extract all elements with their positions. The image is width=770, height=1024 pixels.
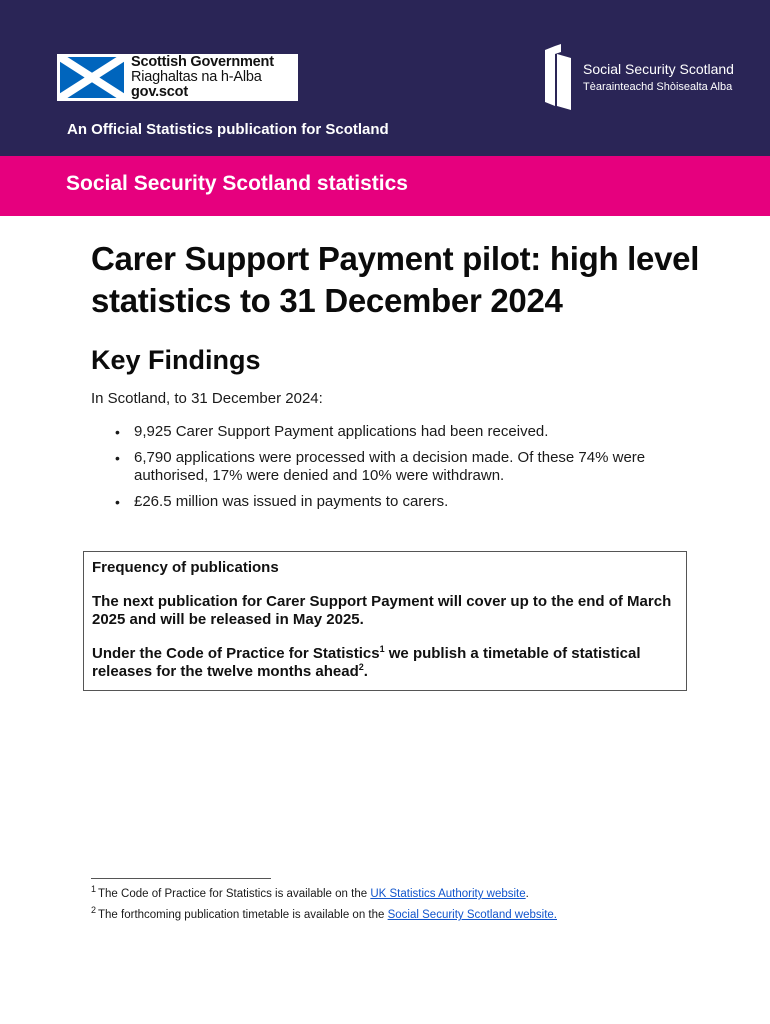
- saltire-flag-icon: [57, 54, 127, 101]
- frequency-paragraph-2: [92, 645, 678, 681]
- sss-logo-text: [583, 60, 734, 96]
- bullet-icon: •: [115, 494, 120, 510]
- footnote-text: The Code of Practice for Statistics is available on the: [98, 888, 371, 900]
- frequency-paragraph-2-part-b: we publish a timetable of statistical releases for the twelve months ahead: [92, 645, 641, 680]
- footnote-1: [91, 884, 529, 900]
- frequency-title: Frequency of publications: [92, 559, 279, 576]
- footnote-2: [91, 905, 557, 921]
- footnote-marker: 1: [91, 884, 97, 895]
- footnote-after: .: [525, 888, 529, 900]
- frequency-paragraph-1: The next publication for Carer Support Payment will cover up to the end of March 2025 and will be released in May 2025.: [92, 593, 672, 628]
- frequency-of-publications-box: [83, 551, 687, 691]
- scottish-government-logo-text: [127, 54, 274, 101]
- scottish-government-logo[interactable]: [57, 54, 298, 101]
- sg-logo-line2: Riaghaltas na h-Alba: [131, 69, 262, 85]
- social-security-scotland-logo[interactable]: [541, 44, 734, 112]
- key-findings-heading: Key Findings: [91, 345, 261, 375]
- footnote-marker: 2: [91, 905, 97, 916]
- frequency-paragraph-2-part-c: .: [363, 663, 368, 680]
- social-security-scotland-mark-icon: [541, 44, 575, 112]
- social-security-scotland-link[interactable]: Social Security Scotland website.: [387, 909, 557, 921]
- footnote-divider: [91, 878, 271, 879]
- bullet-text: £26.5 million was issued in payments to carers.: [134, 493, 449, 510]
- bullet-icon: •: [115, 450, 120, 466]
- frequency-paragraph-2-part-a: Under the Code of Practice for Statistics: [92, 645, 380, 662]
- sss-logo-line1: Social Security Scotland: [583, 61, 734, 77]
- official-statistics-label: An Official Statistics publication for Scotland: [67, 121, 389, 138]
- bullet-text: 9,925 Carer Support Payment applications had been received.: [134, 423, 549, 440]
- key-findings-intro: In Scotland, to 31 December 2024:: [91, 390, 323, 407]
- band-title: Social Security Scotland statistics: [66, 172, 408, 195]
- uk-statistics-authority-link[interactable]: UK Statistics Authority website: [370, 888, 526, 900]
- footnote-ref-1: 1: [379, 644, 385, 654]
- list-item: [91, 493, 691, 511]
- sg-logo-line1: Scottish Government: [131, 54, 274, 70]
- footnote-ref-2: 2: [358, 662, 364, 672]
- document-title: Carer Support Payment pilot: high level statistics to 31 December 2024: [91, 240, 700, 319]
- list-item: [91, 449, 691, 485]
- bullet-icon: •: [115, 424, 120, 440]
- footnote-text: The forthcoming publication timetable is available on the: [98, 909, 388, 921]
- bullet-text: 6,790 applications were processed with a decision made. Of these 74% were authorised, 17% were denied and 10% were withdrawn.: [134, 449, 646, 484]
- sg-logo-line3: gov.scot: [131, 84, 188, 100]
- key-findings-list: [91, 423, 691, 519]
- sss-logo-line2: Tèarainteachd Shòisealta Alba: [583, 81, 733, 93]
- header-banner: [0, 0, 770, 156]
- list-item: [91, 423, 691, 441]
